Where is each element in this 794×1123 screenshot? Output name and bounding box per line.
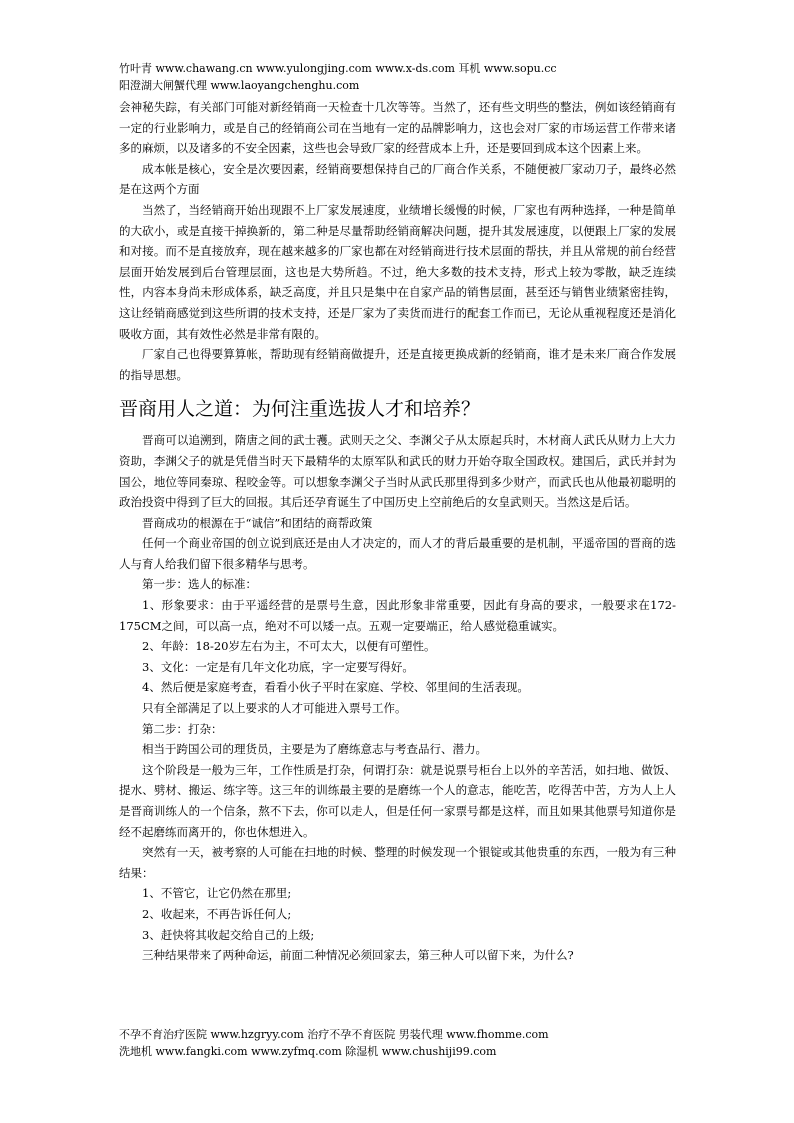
list-item: 2、收起来，不再告诉任何人; <box>142 906 292 921</box>
footer-links-line-2: 洗地机 www.fangki.com www.zyfmq.com 除湿机 www.chushiji99.com <box>119 1045 497 1058</box>
page-header <box>119 60 557 94</box>
document-body <box>119 97 676 966</box>
article-heading: 晋商用人之道：为何注重选拔人才和培养？ <box>119 398 481 421</box>
footer-links-line-1: 不孕不育治疗医院 www.hzgryy.com 治疗不孕不育医院 男装代理 www.fhomme.com <box>119 1028 549 1041</box>
paragraph: 相当于跨国公司的理货员，主要是为了磨练意志与考查品行、潜力。 <box>142 742 487 757</box>
paragraph: 晋商可以追溯到，隋唐之间的武士彟。武则天之父、李渊父子从太原起兵时，木材商人武氏从财力上大力资助，李渊父子的就是凭借当时天下最精华的太原军队和武氏的财力开始夺取全国政权。建国后，武氏并封为国公，地位等同秦琼、程咬金等。可以想象李渊父子当时从武氏那里得到多少财产，而武氏也从他最初聪明的政治投资中得到了巨大的回报。其后还孕育诞生了中国历史上空前绝后的女皇武则天。当然这是后话。 <box>119 433 676 510</box>
paragraph: 三种结果带来了两种命运，前面二种情况必须回家去，第三种人可以留下来，为什么? <box>142 948 574 963</box>
paragraph: 突然有一天，被考察的人可能在扫地的时候、整理的时候发现一个银锭或其他贵重的东西，一般为有三种结果： <box>119 845 676 880</box>
header-links-line-2: 阳澄湖大闸蟹代理 www.laoyangchenghu.com <box>119 79 360 92</box>
header-links-line-1: 竹叶青 www.chawang.cn www.yulongjing.com www.x-ds.com 耳机 www.sopu.cc <box>119 62 557 75</box>
paragraph: 成本帐是核心，安全是次要因素，经销商要想保持自己的厂商合作关系，不随便被厂家动刀子，最终必然是在这两个方面 <box>119 161 676 197</box>
list-item: 2、年龄：18-20岁左右为主，不可太大，以便有可塑性。 <box>142 639 436 654</box>
step-heading: 第二步：打杂： <box>142 721 223 736</box>
list-item: 1、形象要求：由于平遥经营的是票号生意，因此形象非常重要，因此有身高的要求，一般要求在172-175CM之间，可以高一点，绝对不可以矮一点。五观一定要端正，给人感觉稳重诚实。 <box>119 598 676 633</box>
paragraph-continued: 会神秘失踪，有关部门可能对新经销商一天检查十几次等等。当然了，还有些文明些的整法，例如该经销商有一定的行业影响力，或是自己的经销商公司在当地有一定的品牌影响力，这也会对厂家的市场运营工作带来诸多的麻烦，以及诸多的不安全因素，这些也会导致厂家的经营成本上升，还是要回到成本这个因素上来。 <box>119 100 676 156</box>
list-item: 3、文化：一定是有几年文化功底，字一定要写得好。 <box>142 659 414 674</box>
paragraph: 晋商成功的根源在于“诚信”和团结的商帮政策 <box>142 515 373 530</box>
paragraph: 这个阶段是一般为三年，工作性质是打杂，何谓打杂：就是说票号柜台上以外的辛苦活，如扫地、做饭、提水、劈材、搬运、练字等。这三年的训练最主要的是磨练一个人的意志，能吃苦，吃得苦中苦，方为人上人是晋商训练人的一个信条，熬不下去，你可以走人，但是任何一家票号都是这样，而且如果其他票号知道你是经不起磨练而离开的，你也休想进入。 <box>119 762 676 839</box>
step-heading: 第一步：选人的标准： <box>142 577 257 592</box>
paragraph: 只有全部满足了以上要求的人才可能进入票号工作。 <box>142 701 407 716</box>
paragraph: 厂家自己也得要算算帐，帮助现有经销商做提升，还是直接更换成新的经销商，谁才是未来厂商合作发展的指导思想。 <box>119 347 676 382</box>
paragraph: 当然了，当经销商开始出现跟不上厂家发展速度，业绩增长缓慢的时候，厂家也有两种选择，一种是简单的大砍小，或是直接干掉换新的，第二种是尽量帮助经销商解决问题，提升其发展速度，以便跟上厂家的发展和对接。而不是直接放弃，现在越来越多的厂家也都在对经销商进行技术层面的帮扶，并且从常规的前台经营层面开始发展到后台管理层面，这也是大势所趋。不过，绝大多数的技术支持，形式上较为零散，缺乏连续性，内容本身尚未形成体系，缺乏高度，并且只是集中在自家产品的销售层面，甚至还与销售业绩紧密挂钩，这让经销商感觉到这些所谓的技术支持，还是厂家为了卖货而进行的配套工作而已，无论从重视程度还是消化吸收方面，其有效性必然是非常有限的。 <box>119 202 676 341</box>
page-footer <box>119 1026 549 1060</box>
list-item: 1、不管它，让它仍然在那里; <box>142 886 292 901</box>
list-item: 4、然后便是家庭考查，看看小伙子平时在家庭、学校、邻里间的生活表现。 <box>142 680 529 695</box>
paragraph: 任何一个商业帝国的创立说到底还是由人才决定的，而人才的背后最重要的是机制，平遥帝国的晋商的选人与育人给我们留下很多精华与思考。 <box>119 536 676 571</box>
list-item: 3、赶快将其收起交给自己的上级; <box>142 927 315 942</box>
